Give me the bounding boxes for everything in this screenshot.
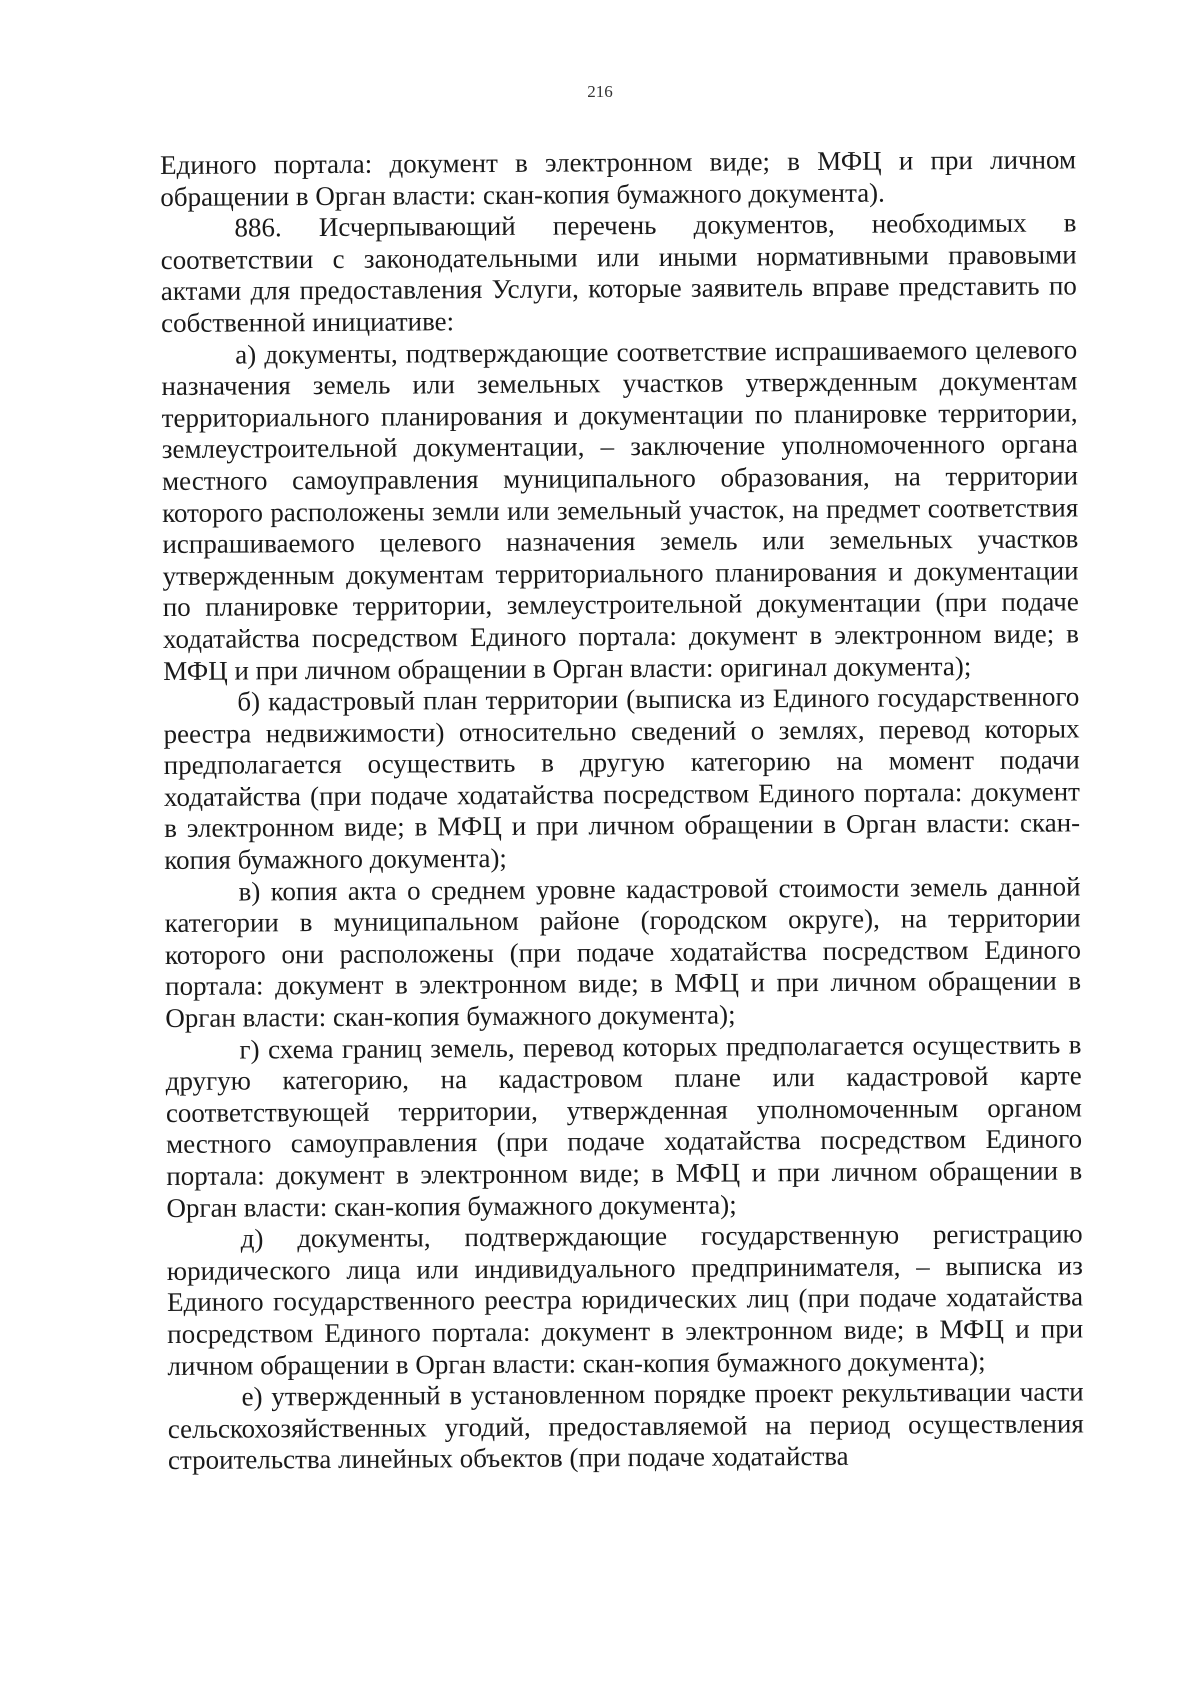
page-number: 216 (587, 82, 613, 101)
paragraph-item-b: б) кадастровый план территории (выписка из Единого государственного реестра недвижимости) относительно сведений о землях, перевод которых предполагается осуществить в другую категорию на момент подачи ходатайства (при подаче ходатайства посредством Единого портала: документ в электронном виде; в МФЦ и при личном обращении в Орган власти: скан-копия бумажного документа); (163, 681, 1081, 876)
paragraph-item-v: в) копия акта о среднем уровне кадастровой стоимости земель данной категории в муниципальном районе (городском округе), на территории которого они расположены (при подаче ходатайства посредством Единого портала: документ в электронном виде; в МФЦ и при личном обращении в Орган власти: скан-копия бумажного документа); (164, 871, 1082, 1034)
paragraph-item-g: г) схема границ земель, перевод которых предполагается осуществить в другую категорию, на кадастровом плане или кадастровой карте соответствующей территории, утвержденная уполномоченным органом местного самоуправления (при подаче ходатайства посредством Единого портала: документ в электронном виде; в МФЦ и при личном обращении в Орган власти: скан-копия бумажного документа); (165, 1029, 1083, 1223)
paragraph-item-d: д) документы, подтверждающие государственную регистрацию юридического лица или индивидуального предпринимателя, – выписка из Единого государственного реестра юридических лиц (при подаче ходатайства посредством Единого портала: документ в электронном виде; в МФЦ и при личном обращении в Орган власти: скан-копия бумажного документа); (166, 1218, 1084, 1381)
paragraph-item-a: а) документы, подтверждающие соответствие испрашиваемого целевого назначения земель или земельных участков утвержденным документам территориального планирования и документации по планировке территории, землеустроительной документации, – заключение уполномоченного органа местного самоуправления муниципального образования, на территории которого расположены земли или земельный участок, на предмет соответствия испрашиваемого целевого назначения земель или земельных участков утвержденным документам территориального планирования и документации по планировке территории, землеустроительной документации (при подаче ходатайства посредством Единого портала: документ в электронном виде; в МФЦ и при личном обращении в Орган власти: оригинал документа); (161, 333, 1080, 686)
document-body (160, 144, 1084, 1477)
paragraph-886: 886. Исчерпывающий перечень документов, необходимых в соответствии с законодательными или иными нормативными правовыми актами для предоставления Услуги, которые заявитель вправе представить по собственной инициативе: (160, 207, 1077, 338)
paragraph-item-e: е) утвержденный в установленном порядке проект рекультивации части сельскохозяйственных угодий, предоставляемой на период осуществления строительства линейных объектов (при подаче ходатайства (167, 1376, 1084, 1476)
paragraph-continuation: Единого портала: документ в электронном виде; в МФЦ и при личном обращении в Орган власти: скан-копия бумажного документа). (160, 144, 1077, 212)
